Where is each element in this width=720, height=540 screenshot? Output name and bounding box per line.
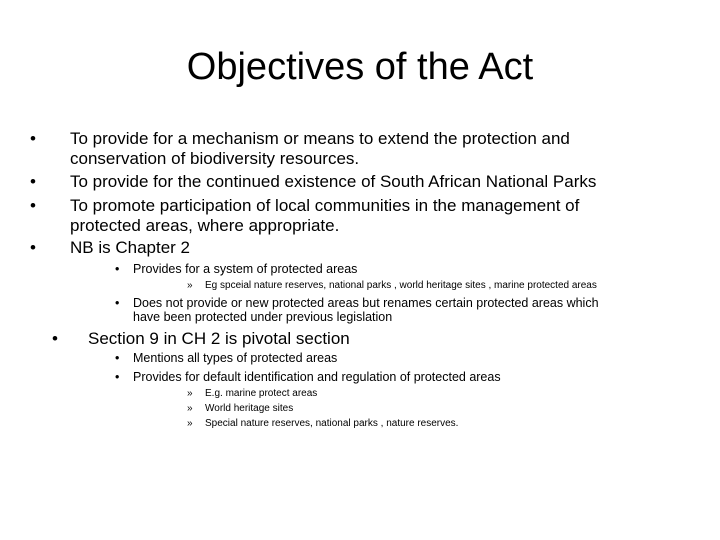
section9-example-2 [187, 401, 293, 417]
chapter2-example [187, 278, 597, 294]
objective-1-line-2: conservation of biodiversity resources. [70, 148, 360, 168]
chapter2-2-line-1: Does not provide or new protected areas but renames certain protected areas which [133, 296, 599, 310]
bullet-glyph: • [30, 172, 36, 191]
chapter2-example-line-1: Eg spceial nature reserves, national parks , world heritage sites , marine protected areas [205, 280, 597, 291]
sub-glyph: » [187, 388, 193, 399]
sub-glyph: » [187, 280, 193, 291]
section9-example-2-text: World heritage sites [205, 403, 294, 414]
section9-text: Section 9 in CH 2 is pivotal section [88, 329, 350, 348]
objective-2-line-1: To provide for the continued existence of South African National Parks [70, 172, 597, 191]
bullet-glyph: • [115, 296, 120, 310]
bullet-glyph: • [30, 238, 36, 257]
section9-example-1-text: E.g. marine protect areas [205, 388, 318, 399]
section9-subitem-1-text: Mentions all types of protected areas [133, 351, 338, 365]
objective-4-line-1: NB is Chapter 2 [70, 238, 190, 257]
bullet-glyph: • [30, 196, 36, 215]
objective-3-line-2: protected areas, where appropriate. [70, 215, 340, 235]
section9-subitem-2-text: Provides for default identification and regulation of protected areas [133, 370, 501, 384]
section9-example-3 [187, 416, 458, 432]
objective-3-line-1: To promote participation of local communities in the management of [70, 196, 580, 215]
objective-item-1 [30, 129, 570, 168]
section9-subitem-2 [115, 370, 501, 384]
bullet-glyph: • [30, 129, 36, 148]
chapter2-item-2 [115, 296, 599, 324]
section9-example-3-text: Special nature reserves, national parks , nature reserves. [205, 418, 459, 429]
objective-item-4 [30, 238, 190, 258]
bullet-glyph: • [115, 370, 120, 384]
objective-1-line-1: To provide for a mechanism or means to extend the protection and [70, 129, 570, 148]
section9-item [52, 329, 350, 349]
slide-title: Objectives of the Act [186, 46, 534, 88]
chapter2-2-line-2: have been protected under previous legislation [133, 310, 393, 324]
section9-example-1 [187, 386, 317, 402]
sub-glyph: » [187, 403, 193, 414]
objective-item-2 [30, 172, 596, 192]
bullet-glyph: • [115, 351, 120, 365]
section9-subitem-1 [115, 351, 337, 365]
chapter2-1-line-1: Provides for a system of protected areas [133, 262, 358, 276]
chapter2-item-1 [115, 262, 357, 276]
sub-glyph: » [187, 418, 193, 429]
bullet-glyph: • [52, 329, 58, 348]
bullet-glyph: • [115, 262, 120, 276]
objective-item-3 [30, 196, 579, 235]
